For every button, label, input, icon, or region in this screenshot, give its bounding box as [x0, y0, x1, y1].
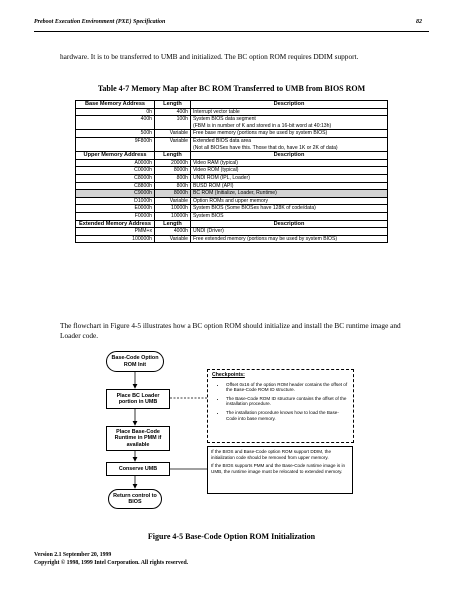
- cell-description: [191, 174, 388, 182]
- column-header-length: Length: [155, 101, 191, 109]
- memory-map-table: [75, 100, 388, 243]
- flow-step-place-runtime: Place Base-Code Runtime in PMM if available: [106, 426, 170, 451]
- page-number: 82: [416, 19, 422, 25]
- flow-step-return: Return control to BIOS: [108, 489, 162, 509]
- cell-description: [191, 190, 388, 198]
- cell-length: 8000h: [155, 190, 191, 198]
- cell-description: [191, 116, 388, 130]
- cell-address: 0h: [76, 108, 155, 116]
- table-section-header: [76, 220, 388, 228]
- cell-address: D1000h: [76, 197, 155, 205]
- column-header-description: Description: [191, 101, 388, 109]
- cell-description: [191, 182, 388, 190]
- table-caption: Table 4-7 Memory Map after BC ROM Transferred to UMB from BIOS ROM: [97, 84, 366, 93]
- cell-length: Variable: [155, 137, 191, 151]
- cell-address: C8000h: [76, 174, 155, 182]
- table-row: [76, 174, 388, 182]
- cell-description-text: BUSD ROM (API): [193, 182, 234, 189]
- figure-caption: Figure 4-5 Base-Code Option ROM Initialization: [147, 532, 316, 541]
- checkpoints-title: Checkpoints:: [212, 372, 245, 378]
- table-section-header: [76, 152, 388, 160]
- table-row: [76, 190, 388, 198]
- flow-step-conserve-umb: Conserve UMB: [106, 462, 170, 476]
- cell-description: [191, 212, 388, 220]
- cell-description-text: Interrupt vector table: [193, 108, 240, 115]
- cell-length: Variable: [155, 197, 191, 205]
- cell-description-text: System BIOS (Some BIOSes have 128K of code/data): [193, 205, 316, 212]
- cell-description: [191, 228, 388, 236]
- cell-description-text: UNDI ROM (IPL, Loader): [193, 174, 250, 181]
- cell-length: 8000h: [155, 167, 191, 175]
- cell-length: 800h: [155, 174, 191, 182]
- table-row: [76, 137, 388, 151]
- cell-address: C8800h: [76, 182, 155, 190]
- footer-copyright: Copyright © 1998, 1999 Intel Corporation. All rights reserved.: [34, 560, 189, 566]
- table-row: [76, 212, 388, 220]
- cell-length: 100h: [155, 116, 191, 130]
- flow-step-place-loader: Place BC Loader portion in UMB: [106, 389, 170, 409]
- column-header-length: Length: [155, 152, 191, 160]
- cell-address: F0000h: [76, 212, 155, 220]
- cell-length: 20000h: [155, 159, 191, 167]
- cell-description-note: (Not all BIOSes have this. Those that do, have 1K or 2K of data): [193, 144, 338, 151]
- cell-description-text: Extended BIOS data area: [193, 137, 252, 144]
- column-header-description: Description: [191, 152, 388, 160]
- cell-description-text: BC ROM (Initialize, Loader, Runtime): [193, 190, 277, 197]
- cell-length: Variable: [155, 235, 191, 243]
- cell-address: 100000h: [76, 235, 155, 243]
- checkpoint-item: • Offset 0x16 of the option ROM header contains the offset of the Base-Code ROM ID structure.: [226, 382, 349, 393]
- intro-paragraph: hardware. It is to be transferred to UMB and initialized. The BC option ROM requires DDIM support.: [60, 52, 359, 61]
- cell-description: [191, 159, 388, 167]
- cell-length: 800h: [155, 182, 191, 190]
- cell-description-text: UNDI (Driver): [193, 228, 224, 235]
- checkpoint-item: • The installation procedure knows how to load the Base-Code into base memory.: [226, 410, 349, 421]
- cell-description: [191, 197, 388, 205]
- cell-description: [191, 167, 388, 175]
- cell-address: C9000h: [76, 190, 155, 198]
- cell-description: [191, 235, 388, 243]
- cell-address: A0000h: [76, 159, 155, 167]
- running-header-title: Preboot Execution Environment (PXE) Specification: [34, 19, 166, 25]
- cell-description-text: Option ROMs and upper memory: [193, 197, 269, 204]
- cell-length: 400h: [155, 108, 191, 116]
- cell-address: E0000h: [76, 205, 155, 213]
- checkpoint-item: • The Base-Code ROM ID structure contains the offset of the installation procedure.: [226, 396, 349, 407]
- table-row: [76, 130, 388, 138]
- column-header-address: Base Memory Address: [76, 101, 155, 109]
- cell-length: Variable: [155, 130, 191, 138]
- table-row: [76, 167, 388, 175]
- conserve-umb-note: [207, 446, 353, 494]
- column-header-address: Upper Memory Address: [76, 152, 155, 160]
- cell-description-text: System BIOS data segment: [193, 116, 256, 123]
- table-row: [76, 205, 388, 213]
- flowchart-intro-paragraph: The flowchart in Figure 4-5 illustrates how a BC option ROM should initialize and install the BC runtime image and Loader code.: [60, 321, 401, 340]
- table-row: [76, 159, 388, 167]
- table-section-header: [76, 101, 388, 109]
- flow-step-init: Base-Code Option ROM Init: [106, 351, 164, 372]
- table-row: [76, 108, 388, 116]
- table-row: [76, 197, 388, 205]
- table-row: [76, 235, 388, 243]
- cell-description: [191, 205, 388, 213]
- note-paragraph: If the BIOS and Base-Code option ROM support DDIM, the initialization code should be removed from upper memory.: [211, 449, 332, 460]
- cell-description: [191, 108, 388, 116]
- cell-address: PMM+x: [76, 228, 155, 236]
- table-row: [76, 228, 388, 236]
- header-rule: [34, 31, 429, 32]
- cell-description: [191, 137, 388, 151]
- table-row: [76, 116, 388, 130]
- cell-description-text: System BIOS: [193, 212, 224, 219]
- column-header-description: Description: [191, 220, 388, 228]
- cell-description-text: Video RAM (typical): [193, 159, 238, 166]
- table-row: [76, 182, 388, 190]
- note-paragraph: If the BIOS supports PMM and the Base-Code runtime image is in UMB, the runtime image must be relocated to extended memory.: [211, 463, 346, 474]
- cell-length: 10000h: [155, 212, 191, 220]
- cell-description-text: Free base memory (portions may be used by system BIOS): [193, 130, 328, 137]
- cell-length: 10000h: [155, 205, 191, 213]
- cell-description-text: Video ROM (typical): [193, 167, 239, 174]
- footer-version: Version 2.1 September 20, 1999: [34, 552, 112, 558]
- column-header-address: Extended Memory Address: [76, 220, 155, 228]
- cell-address: 400h: [76, 116, 155, 130]
- column-header-length: Length: [155, 220, 191, 228]
- checkpoints-box: [207, 369, 354, 443]
- cell-address: C0000h: [76, 167, 155, 175]
- cell-description: [191, 130, 388, 138]
- cell-address: 9F800h: [76, 137, 155, 151]
- cell-length: 4000h: [155, 228, 191, 236]
- cell-description-note: (FBM is in number of K and stored in a 16-bit word at 40:13h): [193, 122, 332, 129]
- cell-address: 500h: [76, 130, 155, 138]
- cell-description-text: Free extended memory (portions may be used by system BIOS): [193, 235, 338, 242]
